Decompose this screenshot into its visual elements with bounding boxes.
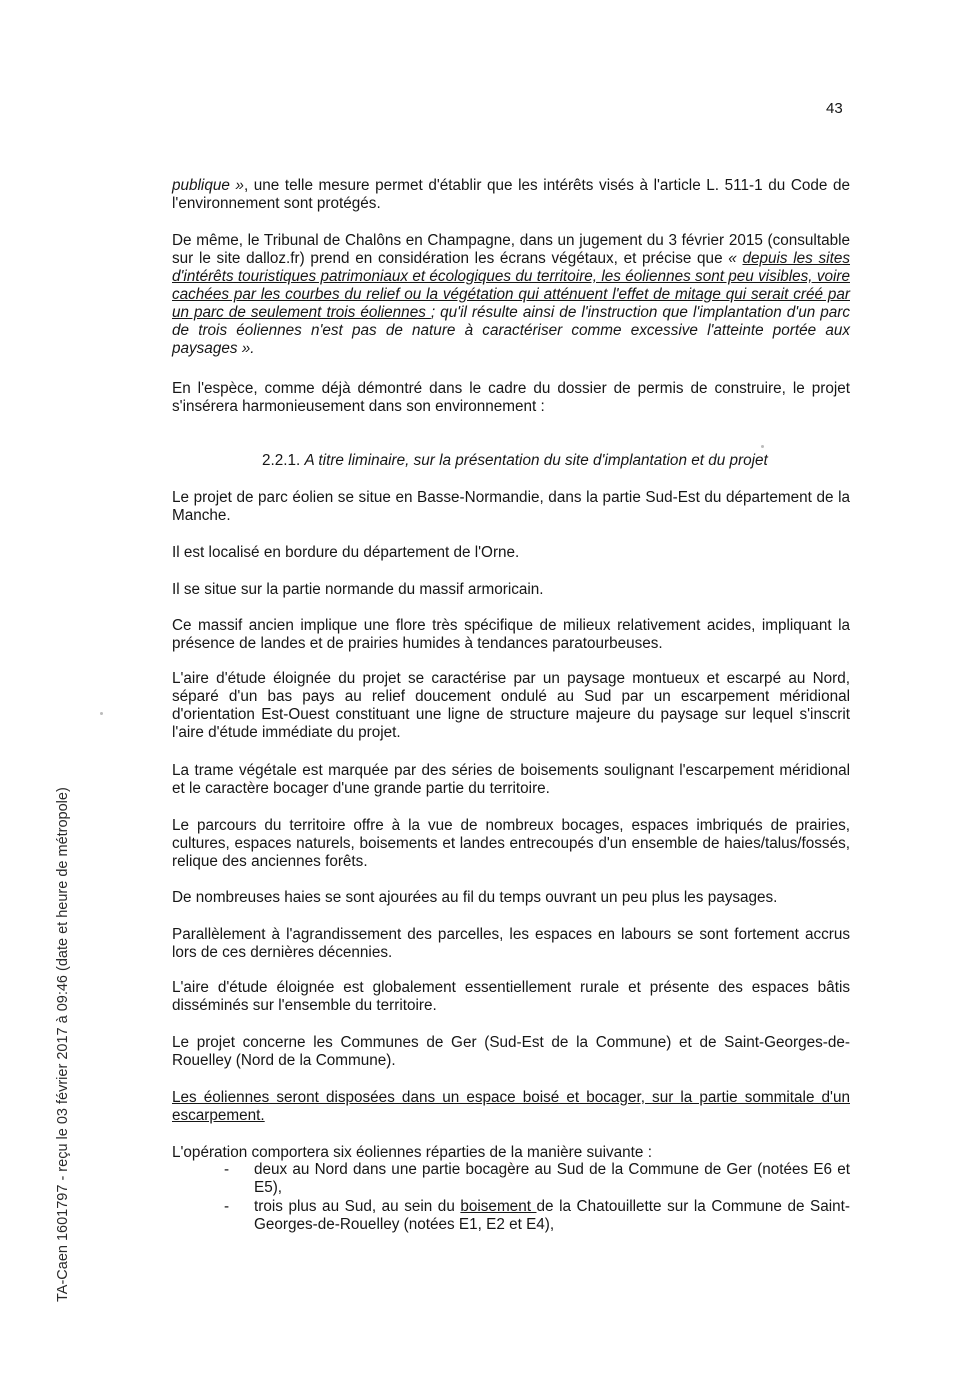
paragraph-16: L'opération comportera six éoliennes réparties de la manière suivante :: [172, 1144, 652, 1161]
scan-speck: [761, 445, 764, 448]
receipt-stamp: TA-Caen 1601797 - reçu le 03 février 2017 à 09:46 (date et heure de métropole): [55, 787, 71, 1302]
paragraph-13: L'aire d'étude éloignée est globalement essentiellement rurale et présente des espaces bâtis disséminés sur l'ensemble du territoire.: [172, 979, 850, 1014]
section-title: A titre liminaire, sur la présentation du site d'implantation et du projet: [304, 452, 768, 469]
list-item-2-text-start: trois plus au Sud, au sein du: [254, 1198, 461, 1215]
paragraph-9: La trame végétale est marquée par des séries de boisements soulignant l'escarpement méridional et le caractère bocager d'une grande partie du territoire.: [172, 762, 850, 797]
quote-underlined: depuis les sites d'intérêts touristiques patrimoniaux et écologiques du territoire, les éoliennes sont peu visibles, voire cachées par les courbes du relief ou la végétation qui atténuent l'effet de mitage qui serait créé par un parc de seulement trois éoliennes: [172, 250, 850, 321]
paragraph-3: En l'espèce, comme déjà démontré dans le cadre du dossier de permis de construire, le projet s'insérera harmonieusement dans son environnement :: [172, 380, 850, 415]
paragraph-8: L'aire d'étude éloignée du projet se caractérise par un paysage montueux et escarpé au Nord, séparé d'un bas pays au relief doucement ondulé au Sud par un escarpement méridional d'orientation Est-Ouest constituant une ligne de structure majeure du paysage sur lequel s'inscrit l'aire d'étude immédiate du projet.: [172, 670, 850, 741]
section-heading-2-2-1: [262, 452, 862, 470]
paragraph-4: Le projet de parc éolien se situe en Basse-Normandie, dans la partie Sud-Est du département de la Manche.: [172, 489, 850, 524]
paragraph-1-text: , une telle mesure permet d'établir que les intérêts visés à l'article L. 511-1 du Code de l'environnement sont protégés.: [172, 177, 850, 212]
paragraph-10: Le parcours du territoire offre à la vue de nombreux bocages, espaces imbriqués de prairies, cultures, espaces naturels, boisements et landes entrecoupés d'un ensemble de haies/talus/fossés, relique des anciennes forêts.: [172, 817, 850, 870]
paragraph-15-underlined: Les éoliennes seront disposées dans un espace boisé et bocager, sur la partie sommitale d'un escarpement.: [172, 1089, 850, 1124]
paragraph-6: Il se situe sur la partie normande du massif armoricain.: [172, 581, 544, 598]
paragraph-1: [172, 177, 850, 213]
paragraph-12: Parallèlement à l'agrandissement des parcelles, les espaces en labours se sont fortement accrus lors de ces dernières décennies.: [172, 926, 850, 961]
list-item-1-text: deux au Nord dans une partie bocagère au Sud de la Commune de Ger (notées E6 et E5),: [254, 1161, 850, 1196]
quote-rest: ; qu'il résulte ainsi de l'instruction que l'implantation d'un parc de trois éoliennes n'est pas de nature à caractériser comme excessive l'atteinte portée aux paysages ».: [172, 304, 850, 357]
quote-open: «: [728, 250, 743, 267]
paragraph-1-italic: publique »: [172, 177, 244, 194]
scan-speck: [100, 712, 103, 715]
paragraph-2-quote: [172, 232, 850, 358]
bullet-dash: -: [224, 1198, 230, 1215]
list-item-2-underlined: boisement: [460, 1198, 537, 1215]
section-number: 2.2.1.: [262, 452, 305, 469]
bullet-dash: -: [224, 1161, 230, 1178]
page-number: 43: [826, 100, 843, 117]
paragraph-5: Il est localisé en bordure du département de l'Orne.: [172, 544, 520, 561]
paragraph-11: De nombreuses haies se sont ajourées au fil du temps ouvrant un peu plus les paysages.: [172, 889, 778, 906]
paragraph-2-intro: De même, le Tribunal de Chalôns en Champagne, dans un jugement du 3 février 2015 (consultable sur le site dalloz.fr) prend en considération les écrans végétaux, et précise que: [172, 232, 850, 267]
paragraph-7: Ce massif ancien implique une flore très spécifique de milieux relativement acides, impliquant la présence de landes et de prairies humides à tendances paratourbeuses.: [172, 617, 850, 652]
list-item-2-text-end: de la Chatouillette sur la Commune de Saint-Georges-de-Rouelley (notées E1, E2 et E4),: [254, 1198, 850, 1233]
paragraph-14: Le projet concerne les Communes de Ger (Sud-Est de la Commune) et de Saint-Georges-de-Rouelley (Nord de la Commune).: [172, 1034, 850, 1069]
list-item-2-text: [254, 1198, 850, 1234]
